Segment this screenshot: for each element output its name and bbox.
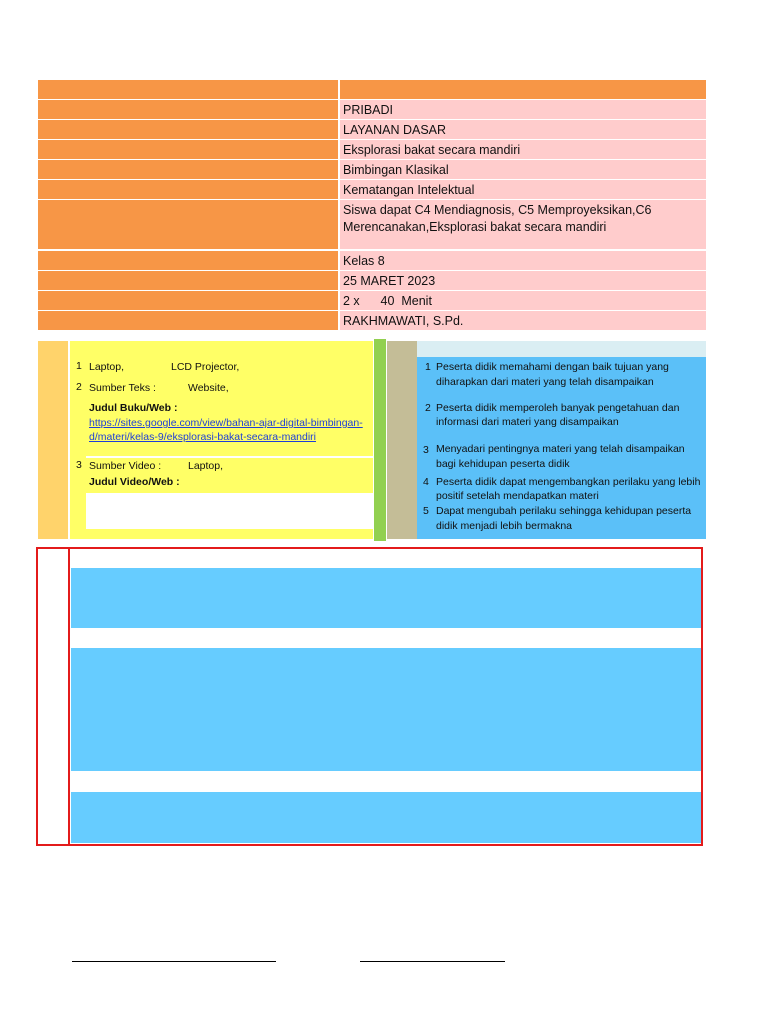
header-row-7-value: Kelas 8 xyxy=(340,251,706,270)
header-row-9-label xyxy=(38,291,338,310)
header-row-2-label xyxy=(38,120,338,139)
goals-top-strip xyxy=(417,341,706,357)
header-row-0-value xyxy=(340,80,706,99)
media-item-3-number: 3 xyxy=(76,459,82,471)
goal-3-line-2: bagi kehidupan peserta didik xyxy=(436,458,570,470)
media-item-1-label2: LCD Projector, xyxy=(171,361,240,373)
media-item-1-number: 1 xyxy=(76,360,82,372)
goal-3-line-1: Menyadari pentingnya materi yang telah disampaikan xyxy=(436,443,685,455)
header-row-3-label xyxy=(38,140,338,159)
goal-3-number: 3 xyxy=(423,444,429,456)
goal-2-number: 2 xyxy=(425,402,431,414)
goal-4-line-1: Peserta didik dapat mengembangkan perilaku yang lebih xyxy=(436,476,701,488)
signature-line-left xyxy=(72,961,276,962)
media-white-box xyxy=(86,493,373,529)
header-row-4-value: Bimbingan Klasikal xyxy=(340,160,706,179)
header-row-8-value: 25 MARET 2023 xyxy=(340,271,706,290)
header-row-1-value: PRIBADI xyxy=(340,100,706,119)
goal-4-line-2: positif setelah mendapatkan materi xyxy=(436,490,599,502)
goal-1-line-1: Peserta didik memahami dengan baik tujuan yang xyxy=(436,361,669,373)
header-row-0-label xyxy=(38,80,338,99)
signature-line-right xyxy=(360,961,505,962)
header-row-10-label xyxy=(38,311,338,330)
header-row-2-value: LAYANAN DASAR xyxy=(340,120,706,139)
media-item-2-label2: Website, xyxy=(188,382,229,394)
media-item-2-label: Sumber Teks : xyxy=(89,382,156,394)
media-orange-strip xyxy=(38,341,68,539)
goal-1-line-2: diharapkan dari materi yang telah disampaikan xyxy=(436,376,654,388)
media-item-2-number: 2 xyxy=(76,381,82,393)
header-row-5-value: Kematangan Intelektual xyxy=(340,180,706,199)
book-link-line-2[interactable]: d/materi/kelas-9/eksplorasi-bakat-secara-mandiri xyxy=(89,431,317,443)
media-item-3-label2: Laptop, xyxy=(188,460,224,472)
header-row-9-value: 2 x 40 Menit xyxy=(340,291,706,310)
book-heading: Judul Buku/Web : xyxy=(89,402,178,414)
goal-5-number: 5 xyxy=(423,505,429,517)
header-row-10-value: RAKHMAWATI, S.Pd. xyxy=(340,311,706,330)
book-link-line-1[interactable]: https://sites.google.com/view/bahan-ajar-digital-bimbingan- xyxy=(89,417,363,429)
header-row-8-label xyxy=(38,271,338,290)
media-white-gap-1 xyxy=(86,456,373,458)
goal-4-number: 4 xyxy=(423,476,429,488)
activity-box-divider xyxy=(68,548,70,845)
media-green-divider xyxy=(374,339,386,541)
goal-2-line-1: Peserta didik memperoleh banyak pengetahuan dan xyxy=(436,402,680,414)
activity-band-3 xyxy=(71,792,701,843)
header-row-6-value: Siswa dapat C4 Mendiagnosis, C5 Memproyeksikan,C6 Merencanakan,Eksplorasi bakat secara mandiri xyxy=(340,200,706,249)
activity-band-1 xyxy=(71,568,701,628)
goal-5-line-1: Dapat mengubah perilaku sehingga kehidupan peserta xyxy=(436,505,692,517)
header-row-6-label xyxy=(38,200,338,249)
header-row-1-label xyxy=(38,100,338,119)
header-row-7-label xyxy=(38,251,338,270)
video-heading: Judul Video/Web : xyxy=(89,476,180,488)
goal-5-line-2: didik menjadi lebih bermakna xyxy=(436,520,572,532)
media-khaki-strip xyxy=(387,341,417,539)
media-item-3-label: Sumber Video : xyxy=(89,460,162,472)
goal-2-line-2: informasi dari materi yang disampaikan xyxy=(436,416,619,428)
goal-1-number: 1 xyxy=(425,361,431,373)
header-row-3-value: Eksplorasi bakat secara mandiri xyxy=(340,140,706,159)
activity-band-2 xyxy=(71,648,701,771)
header-row-4-label xyxy=(38,160,338,179)
header-row-5-label xyxy=(38,180,338,199)
media-item-1-label: Laptop, xyxy=(89,361,125,373)
